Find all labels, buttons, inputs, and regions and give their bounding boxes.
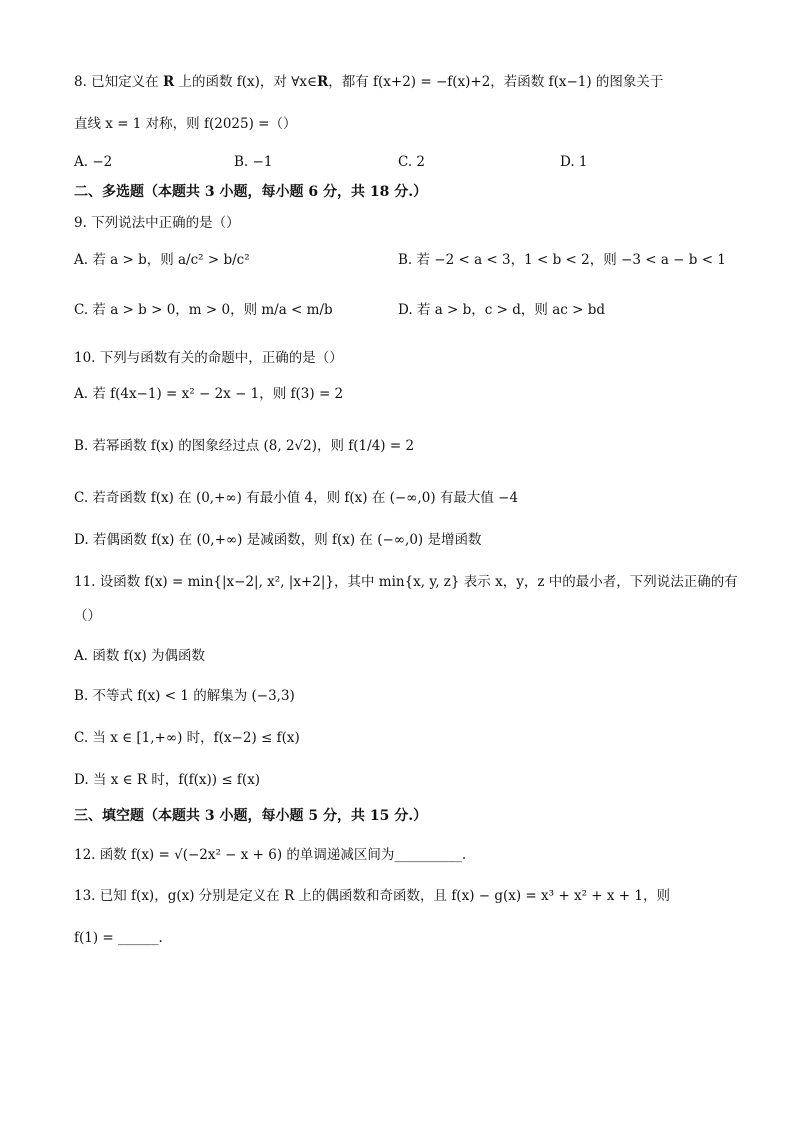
- q13-line1: 13. 已知 f(x)，g(x) 分别是定义在 R 上的偶函数和奇函数，且 f(x) − g(x) = x³ + x² + x + 1，则: [74, 888, 670, 904]
- q10-option-c: C. 若奇函数 f(x) 在 (0,+∞) 有最小值 4，则 f(x) 在 (−∞,0) 有最大值 −4: [74, 490, 519, 506]
- q8-option-b: B. −1: [234, 154, 273, 170]
- q8-line1: [74, 72, 663, 92]
- section-title-multiple-choice: 二、多选题（本题共 3 小题，每小题 6 分，共 18 分.）: [74, 184, 428, 200]
- q11-option-a: A. 函数 f(x) 为偶函数: [74, 648, 206, 664]
- q10-stem: 10. 下列与函数有关的命题中，正确的是（）: [74, 350, 343, 366]
- section-title-fill-in: 三、填空题（本题共 3 小题，每小题 5 分，共 15 分.）: [74, 808, 428, 824]
- q10-option-a: A. 若 f(4x−1) = x² − 2x − 1，则 f(3) = 2: [74, 386, 344, 402]
- q8-bold-r: R: [316, 74, 329, 90]
- q9-option-a: A. 若 a > b，则 a/c² > b/c²: [74, 252, 250, 268]
- q8-text: ，都有 f(x+2) = −f(x)+2，若函数 f(x−1) 的图象关于: [328, 74, 664, 90]
- q12-text: 12. 函数 f(x) = √(−2x² − x + 6) 的单调递减区间为__________.: [74, 847, 467, 863]
- q8-text: 上的函数 f(x)，对 ∀x∈: [174, 74, 317, 90]
- q11-option-c: C. 当 x ∈ [1,+∞) 时，f(x−2) ≤ f(x): [74, 730, 300, 746]
- q9-option-b: B. 若 −2 < a < 3，1 < b < 2，则 −3 < a − b < 1: [398, 252, 726, 268]
- q8-bold-r: R: [162, 74, 175, 90]
- q8-option-d: D. 1: [560, 154, 588, 170]
- q8-line2: 直线 x = 1 对称，则 f(2025) =（）: [74, 116, 297, 132]
- q8-option-c: C. 2: [398, 154, 426, 170]
- q11-stem: 11. 设函数 f(x) = min{|x−2|, x², |x+2|}，其中 min{x, y, z} 表示 x，y，z 中的最小者，下列说法正确的有: [74, 574, 738, 590]
- q10-option-d: D. 若偶函数 f(x) 在 (0,+∞) 是减函数，则 f(x) 在 (−∞,0) 是增函数: [74, 532, 482, 548]
- q8-text: 8. 已知定义在: [74, 74, 163, 90]
- q9-option-c: C. 若 a > b > 0，m > 0，则 m/a < m/b: [74, 302, 333, 318]
- q9-stem: 9. 下列说法中正确的是（）: [74, 215, 240, 231]
- q8-option-a: A. −2: [74, 154, 113, 170]
- q9-option-d: D. 若 a > b，c > d，则 ac > bd: [398, 302, 605, 318]
- q11-stem-paren: （）: [74, 608, 101, 624]
- q13-line2: f(1) = ______.: [74, 930, 163, 946]
- q11-option-b: B. 不等式 f(x) < 1 的解集为 (−3,3): [74, 688, 295, 704]
- q11-option-d: D. 当 x ∈ R 时，f(f(x)) ≤ f(x): [74, 772, 261, 788]
- q10-option-b: B. 若幂函数 f(x) 的图象经过点 (8, 2√2)，则 f(1/4) = 2: [74, 438, 415, 454]
